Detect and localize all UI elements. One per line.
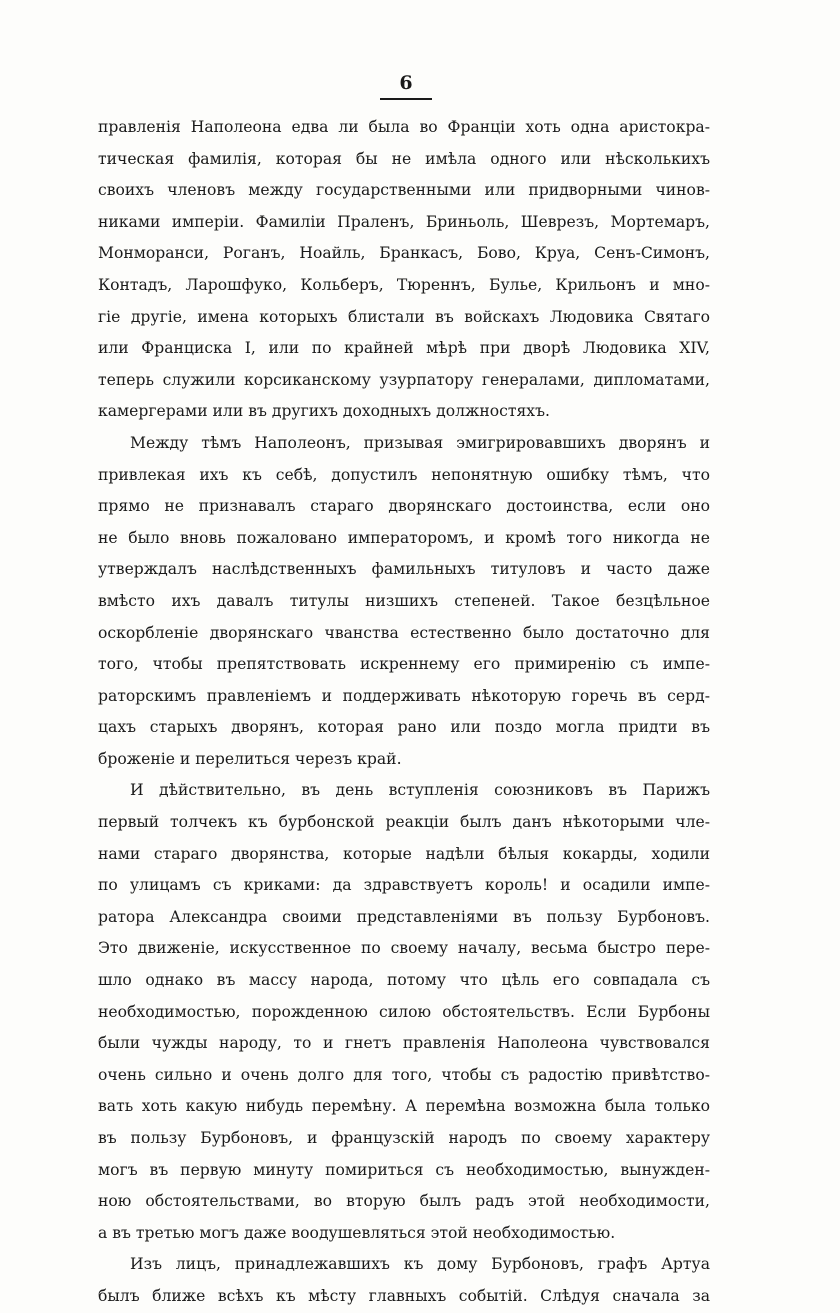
text-line: своихъ членовъ между государственными или придворными чинов- <box>98 181 710 200</box>
page-number-rule <box>380 98 432 100</box>
text-line: Изъ лицъ, принадлежавшихъ къ дому Бурбоновъ, графъ Артуа <box>130 1255 710 1274</box>
text-line: ратора Александра своими представленіями въ пользу Бурбоновъ. <box>98 907 710 926</box>
text-line: Контадъ, Ларошфуко, Кольберъ, Тюреннъ, Булье, Крильонъ и мно- <box>98 275 710 294</box>
text-line: тическая фамилія, которая бы не имѣла одного или нѣсколькихъ <box>98 149 710 168</box>
text-line: утверждалъ наслѣдственныхъ фамильныхъ титуловъ и часто даже <box>98 560 710 579</box>
text-line: необходимостью, порожденною силою обстоятельствъ. Если Бурбоны <box>98 1002 710 1021</box>
paragraph-1 <box>98 112 710 428</box>
text-line: камергерами или въ другихъ доходныхъ должностяхъ. <box>98 402 550 421</box>
text-line: Между тѣмъ Наполеонъ, призывая эмигрировавшихъ дворянъ и <box>130 433 710 452</box>
text-line: И дѣйствительно, въ день вступленія союзниковъ въ Парижъ <box>130 781 710 800</box>
text-line: Это движеніе, искусственное по своему началу, весьма быстро пере- <box>98 939 710 958</box>
text-line: вмѣсто ихъ давалъ титулы низшихъ степеней. Такое безцѣльное <box>98 591 710 610</box>
text-line: прямо не признавалъ стараго дворянскаго достоинства, если оно <box>98 497 710 516</box>
text-line: того, чтобы препятствовать искреннему его примиренію съ импе- <box>98 655 710 674</box>
text-line: броженіе и перелиться черезъ край. <box>98 749 402 768</box>
text-line: оскорбленіе дворянскаго чванства естественно было достаточно для <box>98 623 710 642</box>
text-line: никами имперіи. Фамиліи Праленъ, Бриньоль, Шеврезъ, Мортемаръ, <box>98 212 710 231</box>
paragraph-3 <box>98 775 710 1249</box>
body-text <box>98 112 710 1313</box>
text-line: въ пользу Бурбоновъ, и французскій народъ по своему характеру <box>98 1129 710 1147</box>
text-line: ною обстоятельствами, во вторую былъ радъ этой необходимости, <box>98 1192 710 1211</box>
text-line: нами стараго дворянства, которые надѣли бѣлыя кокарды, ходили <box>98 844 710 863</box>
text-line: цахъ старыхъ дворянъ, которая рано или поздо могла придти въ <box>98 718 710 737</box>
paragraph-2 <box>98 428 710 776</box>
text-line: теперь служили корсиканскому узурпатору генералами, дипломатами, <box>98 370 710 389</box>
text-line: были чужды народу, то и гнетъ правленія Наполеона чувствовался <box>98 1034 710 1053</box>
text-line: могъ въ первую минуту помириться съ необходимостью, вынужден- <box>98 1160 710 1179</box>
text-line: а въ третью могъ даже воодушевляться этой необходимостью. <box>98 1223 616 1242</box>
text-line: очень сильно и очень долго для того, чтобы съ радостію привѣтство- <box>98 1065 710 1084</box>
text-line: не было вновь пожаловано императоромъ, и кромѣ того никогда не <box>98 528 710 547</box>
text-line: шло однако въ массу народа, потому что цѣль его совпадала съ <box>98 971 710 990</box>
page-number: 6 <box>399 72 413 94</box>
text-line: Монморанси, Роганъ, Ноайль, Бранкасъ, Бово, Круа, Сенъ-Симонъ, <box>98 244 710 263</box>
text-line: или Франциска I, или по крайней мѣрѣ при дворѣ Людовика XIV, <box>98 339 710 358</box>
text-line: былъ ближе всѣхъ къ мѣсту главныхъ событій. Слѣдуя сначала за <box>98 1286 710 1305</box>
text-line: привлекая ихъ къ себѣ, допустилъ непонятную ошибку тѣмъ, что <box>98 465 710 484</box>
text-line: по улицамъ съ криками: да здравствуетъ король! и осадили импе- <box>98 876 710 895</box>
text-line: правленія Наполеона едва ли была во Франціи хоть одна аристокра- <box>98 118 710 136</box>
paragraph-4 <box>98 1249 710 1312</box>
text-line: гіе другіе, имена которыхъ блистали въ войскахъ Людовика Святаго <box>98 307 710 326</box>
text-line: раторскимъ правленіемъ и поддерживать нѣкоторую горечь въ серд- <box>98 686 710 705</box>
text-line: вать хоть какую нибудь перемѣну. А перемѣна возможна была только <box>98 1097 710 1116</box>
text-line: первый толчекъ къ бурбонской реакціи былъ данъ нѣкоторыми чле- <box>98 813 710 832</box>
